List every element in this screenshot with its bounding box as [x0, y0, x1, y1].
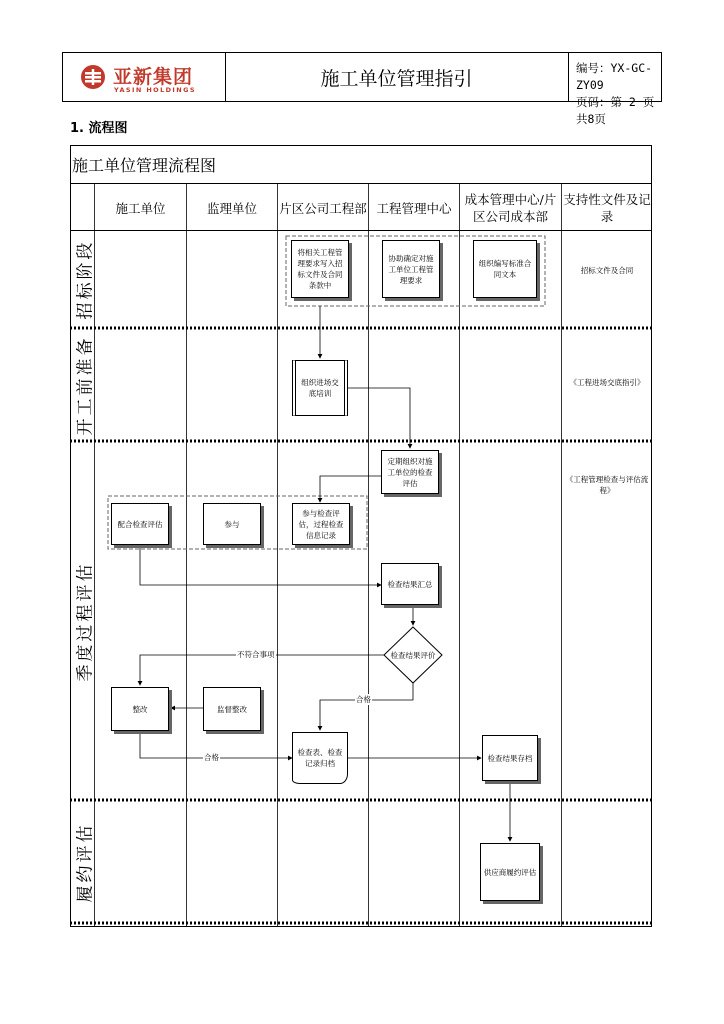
flow-node-supervise-rectification: 监督整改 [203, 687, 261, 731]
flow-node-supplier-evaluation: 供应商履约评估 [480, 843, 540, 901]
stage-label-bidding: 招标阶段 [75, 239, 96, 320]
page-info: 页码：第 2 页 共8页 [576, 95, 655, 126]
column-header-contractor: 施工单位 [115, 200, 166, 216]
flow-node-evaluate-results: 检查结果评价 [390, 651, 436, 660]
document-number: 编号：YX-GC-ZY09 [576, 61, 653, 92]
column-header-supervisor: 监理单位 [206, 200, 257, 216]
flow-node-summarize-results: 检查结果汇总 [381, 563, 439, 605]
flowchart-title: 施工单位管理流程图 [72, 156, 217, 175]
logo-chinese-name: 亚新集团 [113, 66, 194, 88]
flow-node-participate-record: 参与检查评估，过程检查信息记录 [292, 503, 350, 545]
edge-label-pass-archive: 合格 [204, 753, 219, 762]
column-header-regional-engineering: 片区公司工程部 [279, 200, 367, 216]
support-doc-inspection-process: 《工程管理检查与评估流程》 [565, 475, 649, 495]
flow-node-define-requirements: 协助确定对施工单位工程管理要求 [382, 240, 440, 298]
column-header-engineering-center: 工程管理中心 [376, 200, 452, 216]
support-doc-bidding-contract: 招标文件及合同 [580, 266, 634, 275]
logo-english-name: YASIN HOLDINGS [114, 86, 196, 94]
column-header-cost-center: 成本管理中心/片区公司成本部 [464, 192, 557, 224]
stage-label-performance-evaluation: 履约评估 [75, 822, 96, 902]
flow-node-participate: 参与 [203, 503, 261, 545]
column-header-support-docs: 支持性文件及记录 [563, 192, 651, 224]
flow-node-standard-contract: 组织编写标准合同文本 [473, 240, 537, 298]
stage-label-quarterly-evaluation: 季度过程评估 [75, 561, 96, 681]
flow-node-rectify: 整改 [111, 687, 169, 731]
document-title: 施工单位管理指引 [225, 53, 569, 101]
section-title: 1. 流程图 [70, 121, 128, 136]
flow-node-cooperate-inspection: 配合检查评估 [111, 503, 169, 545]
flow-node-onboarding-training: 组织进场交底培训 [292, 360, 348, 416]
support-doc-onboarding-guide: 《工程进场交底指引》 [569, 378, 645, 387]
flow-node-periodic-inspection: 定期组织对施工单位的检查评估 [381, 450, 439, 494]
edge-label-nonconforming: 不符合事项 [237, 650, 275, 659]
flow-node-contract-terms: 将相关工程管理要求写入招标文件及合同条款中 [291, 240, 349, 298]
stage-label-preparation: 开工前准备 [75, 335, 96, 435]
edge-label-pass: 合格 [356, 695, 371, 704]
flow-node-archive-records: 检查表、检查记录归档 [292, 732, 348, 784]
flow-node-archive-results: 检查结果存档 [482, 735, 538, 781]
